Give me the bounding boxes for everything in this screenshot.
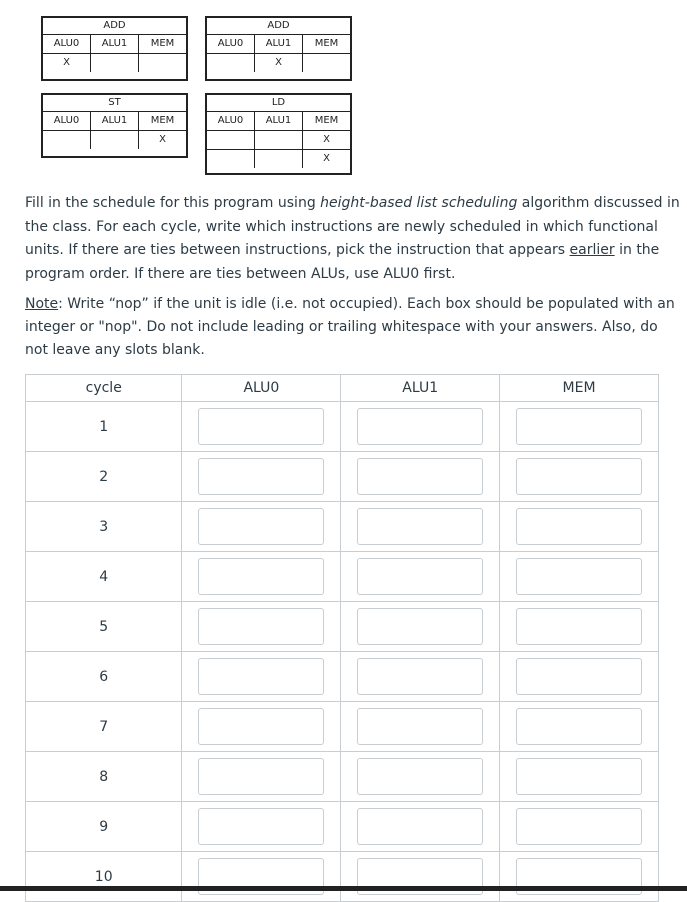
- unit-column-label: MEM: [314, 115, 339, 126]
- slot-cell-mem: [500, 702, 659, 752]
- answer-input-mem[interactable]: [516, 708, 642, 745]
- unit-column-label: MEM: [150, 115, 175, 126]
- schedule-row: [26, 552, 659, 602]
- answer-input-alu1[interactable]: [357, 458, 483, 495]
- slot-cell-mem: [500, 502, 659, 552]
- slot-cell-mem: [500, 552, 659, 602]
- unit-occupancy-row: [207, 150, 350, 168]
- answer-input-alu1[interactable]: [357, 708, 483, 745]
- answer-input-mem[interactable]: [516, 508, 642, 545]
- schedule-row: [26, 852, 659, 902]
- schedule-row: [26, 452, 659, 502]
- slot-cell-mem: [500, 402, 659, 452]
- answer-input-alu1[interactable]: [357, 558, 483, 595]
- slot-cell-alu0: [182, 652, 341, 702]
- slot-cell-alu0: [182, 852, 341, 902]
- reservation-table-st: [41, 93, 188, 158]
- slot-cell-mem: [500, 752, 659, 802]
- unit-occupancy-cell: [207, 150, 255, 168]
- slot-cell-alu0: [182, 502, 341, 552]
- cycle-number: 7: [26, 702, 182, 752]
- note-text: [25, 293, 685, 362]
- unit-header: LD: [207, 95, 350, 112]
- instructions-text: [25, 192, 685, 286]
- answer-input-mem[interactable]: [516, 758, 642, 795]
- unit-occupancy-row: [43, 131, 186, 149]
- unit-occupancy-cell: [207, 131, 255, 149]
- unit-header: ST: [43, 95, 186, 112]
- bottom-bar: [0, 886, 687, 891]
- answer-input-alu0[interactable]: [198, 758, 324, 795]
- schedule-row: [26, 752, 659, 802]
- answer-input-alu0[interactable]: [198, 808, 324, 845]
- cycle-number: 6: [26, 652, 182, 702]
- slot-cell-alu1: [341, 652, 500, 702]
- instructions-emphasis: height-based list scheduling: [320, 195, 518, 211]
- slot-cell-alu0: [182, 452, 341, 502]
- unit-columns-row: [43, 35, 186, 54]
- header-cycle: cycle: [26, 375, 182, 402]
- slot-cell-alu0: [182, 752, 341, 802]
- slot-cell-alu1: [341, 402, 500, 452]
- slot-cell-alu1: [341, 452, 500, 502]
- cycle-number: 9: [26, 802, 182, 852]
- unit-occupancy-cell: X: [323, 134, 330, 145]
- answer-input-alu1[interactable]: [357, 508, 483, 545]
- schedule-row: [26, 602, 659, 652]
- unit-columns-row: [207, 112, 350, 131]
- cycle-number: 10: [26, 852, 182, 902]
- slot-cell-alu0: [182, 702, 341, 752]
- answer-input-alu1[interactable]: [357, 808, 483, 845]
- unit-column-label: ALU0: [207, 112, 255, 130]
- slot-cell-alu1: [341, 552, 500, 602]
- unit-occupancy-row: [207, 54, 350, 72]
- unit-column-label: ALU0: [43, 35, 91, 53]
- unit-occupancy-cell: [91, 131, 139, 149]
- slot-cell-alu1: [341, 802, 500, 852]
- reservation-table-add-1: [41, 16, 188, 81]
- cycle-number: 1: [26, 402, 182, 452]
- unit-occupancy-cell: [255, 131, 303, 149]
- schedule-header-row: [26, 375, 659, 402]
- unit-occupancy-cell: [303, 54, 350, 72]
- unit-columns-row: [43, 112, 186, 131]
- unit-column-label: ALU1: [255, 35, 303, 53]
- instructions-part-2: algorithm discussed in the class. For each cycle, write which instructions are newly scheduled in which functional units. If there are ties between instructions, pick the instruction that appears: [25, 195, 680, 258]
- answer-input-mem[interactable]: [516, 408, 642, 445]
- unit-occupancy-cell: [207, 54, 255, 72]
- unit-column-label: MEM: [314, 38, 339, 49]
- unit-occupancy-cell: [91, 54, 139, 72]
- slot-cell-mem: [500, 852, 659, 902]
- slot-cell-alu1: [341, 502, 500, 552]
- slot-cell-mem: [500, 652, 659, 702]
- schedule-row: [26, 802, 659, 852]
- answer-input-alu0[interactable]: [198, 558, 324, 595]
- unit-column-label: ALU1: [255, 112, 303, 130]
- header-alu1: ALU1: [341, 375, 500, 402]
- unit-occupancy-cell: X: [159, 134, 166, 145]
- unit-column-label: ALU1: [91, 112, 139, 130]
- header-mem: MEM: [500, 375, 659, 402]
- reservation-table-add-2: [205, 16, 352, 81]
- note-label: Note: [25, 296, 59, 312]
- unit-occupancy-row: [43, 54, 186, 72]
- answer-input-alu1[interactable]: [357, 658, 483, 695]
- answer-input-alu1[interactable]: [357, 408, 483, 445]
- unit-header: ADD: [207, 18, 350, 35]
- slot-cell-alu0: [182, 552, 341, 602]
- unit-columns-row: [207, 35, 350, 54]
- unit-occupancy-row: [207, 131, 350, 150]
- slot-cell-mem: [500, 602, 659, 652]
- schedule-row: [26, 702, 659, 752]
- reservation-table-ld: [205, 93, 352, 175]
- header-alu0: ALU0: [182, 375, 341, 402]
- instructions-underlined: earlier: [569, 242, 615, 258]
- schedule-table: [25, 374, 659, 902]
- instructions-part-3: in the program order. If there are ties between ALUs, use ALU0 first.: [25, 242, 660, 282]
- unit-header: ADD: [43, 18, 186, 35]
- unit-column-label: ALU0: [207, 35, 255, 53]
- cycle-number: 5: [26, 602, 182, 652]
- unit-column-label: MEM: [150, 38, 175, 49]
- answer-input-mem[interactable]: [516, 458, 642, 495]
- answer-input-mem[interactable]: [516, 608, 642, 645]
- answer-input-alu0[interactable]: [198, 458, 324, 495]
- slot-cell-alu1: [341, 752, 500, 802]
- schedule-row: [26, 652, 659, 702]
- answer-input-alu0[interactable]: [198, 658, 324, 695]
- unit-occupancy-cell: X: [323, 153, 330, 164]
- slot-cell-mem: [500, 452, 659, 502]
- answer-input-mem[interactable]: [516, 558, 642, 595]
- schedule-row: [26, 502, 659, 552]
- unit-occupancy-cell: X: [43, 54, 91, 72]
- answer-input-mem[interactable]: [516, 808, 642, 845]
- slot-cell-mem: [500, 802, 659, 852]
- schedule-row: [26, 402, 659, 452]
- instructions-part-1: Fill in the schedule for this program using: [25, 195, 321, 211]
- slot-cell-alu0: [182, 402, 341, 452]
- slot-cell-alu0: [182, 602, 341, 652]
- slot-cell-alu1: [341, 602, 500, 652]
- slot-cell-alu1: [341, 852, 500, 902]
- unit-occupancy-cell: [255, 150, 303, 168]
- unit-occupancy-cell: X: [255, 54, 303, 72]
- answer-input-alu0[interactable]: [198, 708, 324, 745]
- answer-input-alu1[interactable]: [357, 608, 483, 645]
- note-body: : Write “nop” if the unit is idle (i.e. not occupied). Each box should be populated with an integer or "nop". Do not include leading or trailing whitespace with your answers. Also, do not leave any slots blank.: [25, 296, 675, 358]
- cycle-number: 8: [26, 752, 182, 802]
- answer-input-alu0[interactable]: [198, 608, 324, 645]
- unit-column-label: ALU1: [91, 35, 139, 53]
- unit-occupancy-cell: [43, 131, 91, 149]
- cycle-number: 3: [26, 502, 182, 552]
- cycle-number: 4: [26, 552, 182, 602]
- cycle-number: 2: [26, 452, 182, 502]
- answer-input-mem[interactable]: [516, 658, 642, 695]
- answer-input-alu0[interactable]: [198, 408, 324, 445]
- answer-input-alu1[interactable]: [357, 758, 483, 795]
- slot-cell-alu0: [182, 802, 341, 852]
- answer-input-alu0[interactable]: [198, 508, 324, 545]
- unit-occupancy-cell: [139, 54, 186, 72]
- slot-cell-alu1: [341, 702, 500, 752]
- unit-column-label: ALU0: [43, 112, 91, 130]
